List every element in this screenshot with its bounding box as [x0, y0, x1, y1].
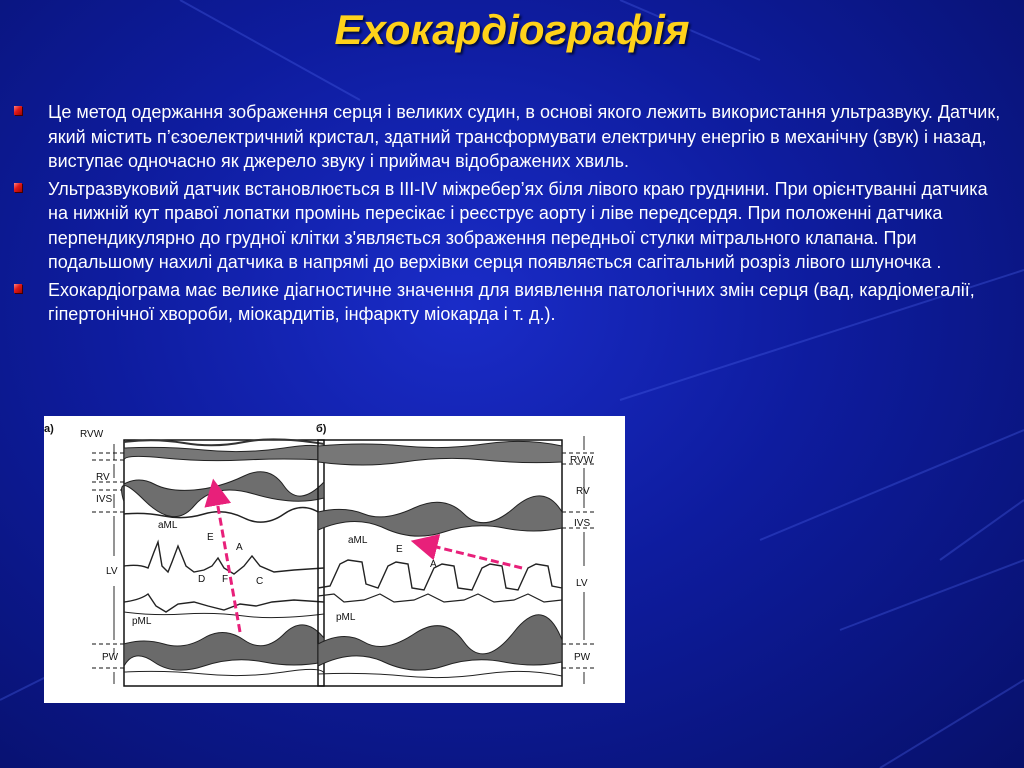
panel-b-label-rvw: RVW — [570, 455, 594, 466]
bullet-text: Це метод одержання зображення серця і великих судин, в основі якого лежить використання ультразвуку. Датчик, який містить п’єзоелектричний кристал, здатний трансформувати електричну енергію в механічну (звук) і назад, виступає одночасно як джерело звуку і приймач відображених хвиль. — [48, 102, 1001, 171]
panel-a-label-aml: aML — [158, 520, 178, 531]
panel-b-tag: б) — [316, 423, 327, 435]
panel-b — [316, 423, 596, 686]
panel-b-label-rv: RV — [576, 486, 590, 497]
panel-a — [44, 423, 324, 686]
bullet-item — [14, 100, 1004, 174]
panel-a-label-rvw: RVW — [80, 429, 104, 440]
panel-a-label-rv: RV — [96, 472, 110, 483]
panel-a-point-e: E — [207, 532, 214, 543]
bullet-item — [14, 278, 1004, 327]
panel-b-label-pw: PW — [574, 652, 591, 663]
panel-b-label-ivs: IVS — [574, 518, 591, 529]
slide-title: Ехокардіографія — [334, 6, 690, 53]
panel-a-label-ivs: IVS — [96, 494, 113, 505]
panel-a-label-pml: pML — [132, 616, 152, 627]
bullet-text: Ультразвуковий датчик встановлюється в ІІІ-IV міжребер’ях біля лівого краю груднини. При орієнтуванні датчика на нижній кут правої лопатки промінь пересікає і реєструє аорту і ліве передсердя. При положенні датчика перпендикулярно до грудної клітки з'являється зображення передньої стулки мітрального клапана. При подальшому нахилі датчика в напрямі до верхівки серця появляється сагітальний розріз лівого шлуночка . — [48, 178, 988, 272]
panel-a-label-lv: LV — [106, 566, 118, 577]
red-square-bullet-icon — [14, 284, 22, 293]
echocardiogram-figure — [44, 416, 625, 703]
bullet-text: Ехокардіограма має велике діагностичне значення для виявлення патологічних змін серця (вад, кардіомегалії, гіпертонічної хвороби, міокардитів, інфаркту міокарда і т. д.). — [48, 279, 975, 324]
red-square-bullet-icon — [14, 183, 22, 192]
panel-b-label-aml: aML — [348, 535, 368, 546]
panel-a-point-a: A — [236, 542, 243, 553]
echocardiogram-drawing — [44, 416, 625, 703]
panel-a-point-d: D — [198, 574, 206, 585]
red-square-bullet-icon — [14, 106, 22, 115]
panel-a-tag: а) — [44, 423, 54, 435]
panel-a-point-f: F — [222, 574, 229, 585]
bullet-item — [14, 177, 1004, 275]
panel-b-point-a: A — [430, 559, 437, 570]
panel-b-label-lv: LV — [576, 578, 588, 589]
panel-a-point-c: C — [256, 576, 264, 587]
panel-b-label-pml: pML — [336, 612, 356, 623]
bullet-list — [14, 100, 1004, 330]
panel-b-point-e: E — [396, 544, 403, 555]
panel-a-label-pw: PW — [102, 652, 119, 663]
